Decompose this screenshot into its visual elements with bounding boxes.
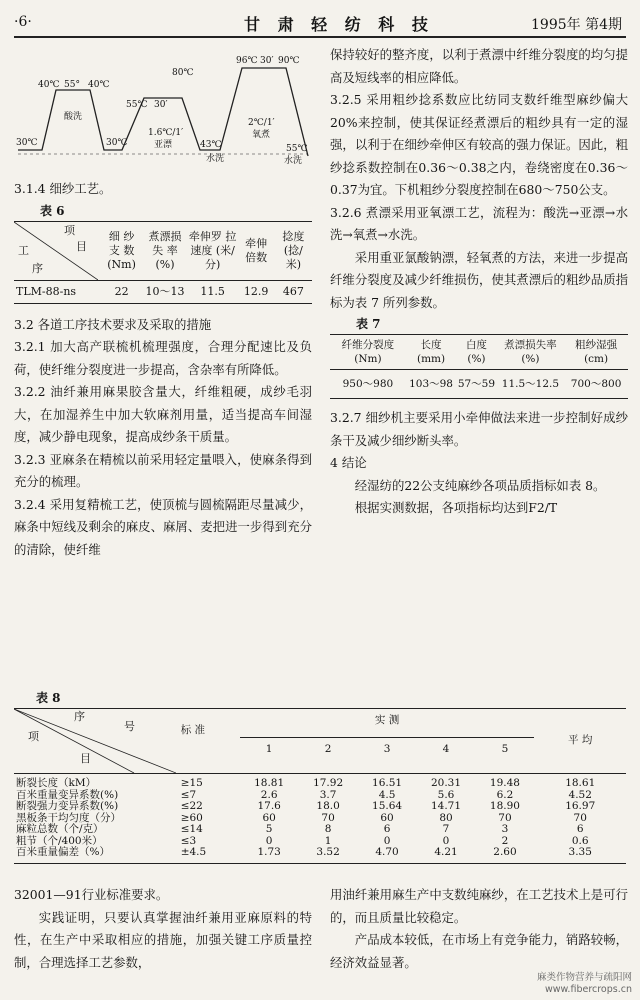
process-diagram xyxy=(14,44,312,176)
para-practice: 实践证明，只要认真掌握油纤兼用亚麻原料的特性，在生产中采取相应的措施，加强关键工序质量控制，合理选择工艺参数， xyxy=(14,909,312,970)
table7-col-split: 纤维分裂度 (Nm) xyxy=(330,335,406,370)
table8-col-standard: 标 准 xyxy=(179,709,240,774)
table8-row: 粗节（个/400米） ≤3 0 1 0 0 2 0.6 xyxy=(16,834,589,847)
label-oxy: 氧煮 xyxy=(252,130,271,140)
table6-col-loss: 煮漂损 失 率 (%) xyxy=(142,221,188,280)
label-30a: 30℃ xyxy=(16,138,38,148)
table8-measured-group: 实 测 1 2 3 4 5 xyxy=(240,709,535,774)
para-feasible: 用油纤兼用麻生产中支数纯麻纱，在工艺技术上是可行的，而且质量比较稳定。 xyxy=(330,887,628,925)
label-80: 80℃ xyxy=(172,68,194,78)
table8-row: 断裂长度（kM） ≥15 18.81 17.92 16.51 20.31 19.48 18.61 xyxy=(16,777,596,789)
page-header xyxy=(14,8,626,38)
label-acid: 酸洗 xyxy=(64,112,83,122)
label-55: 55° xyxy=(64,80,80,90)
table6-caption: 表 6 xyxy=(40,203,65,218)
label-43: 43℃ xyxy=(200,140,222,150)
table8-row: 麻粒总数（个/克） ≤14 5 8 6 7 3 6 xyxy=(16,823,584,835)
journal-title: 甘 肃 轻 纺 科 技 xyxy=(244,15,434,34)
para-3-2-6b: 采用重亚氯酸钠漂，轻氧煮的方法，来进一步提高纤维分裂度及减少纤维损伤，使其煮漂后的粗纱品质指标为表 7 所列参数。 xyxy=(330,249,628,310)
label-rate1: 1.6℃/1′ xyxy=(148,128,184,138)
para-3-2-4: 3.2.4 采用复精梳工艺，使顶梳与圆梳隔距尽量减少，麻条中短线及剩余的麻皮、麻屑、麦把进一步得到充分的清除，使纤维 xyxy=(14,496,312,557)
table8-row: 百米重量变异系数(%) ≤7 2.6 3.7 4.5 5.6 6.2 4.52 xyxy=(16,788,592,801)
table8-col-average: 平 均 xyxy=(534,709,626,774)
table8-row: 百米重量偏差（%） ±4.5 1.73 3.52 4.70 4.21 2.60 3.35 xyxy=(16,846,592,858)
table7-row: 950～980 103～98 57～59 11.5～12.5 700～800 xyxy=(342,378,622,390)
label-wash2: 水洗 xyxy=(284,156,303,166)
table8-block xyxy=(14,688,626,864)
table6-row: TLM-88-ns 22 10～13 11.5 12.9 467 xyxy=(16,284,304,298)
label-40b: 40℃ xyxy=(88,80,110,90)
label-55b: 55℃ xyxy=(126,100,148,110)
para-4a: 经湿纺的22公支纯麻纱各项品质指标如表 8。 xyxy=(354,477,606,493)
section-4: 4 结论 xyxy=(330,455,367,470)
para-3-2-7: 3.2.7 细纱机主要采用小牵伸做法来进一步控制好成纱条干及减少细纱断头率。 xyxy=(330,410,628,448)
bottom-left-text xyxy=(14,884,312,974)
section-3-1-4: 3.1.4 细纱工艺。 xyxy=(14,181,112,196)
table7-col-length: 长度 (mm) xyxy=(406,335,456,370)
table6-col-twist: 捻度 (捻/ 米) xyxy=(275,221,312,280)
para-continued: 保持较好的整齐度，以利于煮漂中纤维分裂度的均匀提高及短线率的相应降低。 xyxy=(330,47,628,85)
section-3-2: 3.2 各道工序技术要求及采取的措施 xyxy=(14,316,212,332)
para-standard: 32001—91行业标准要求。 xyxy=(14,887,169,902)
table7-col-wet: 粗纱湿强 (cm) xyxy=(564,335,628,370)
table7-col-loss: 煮漂损失率 (%) xyxy=(497,335,565,370)
label-90: 90℃ xyxy=(278,56,300,66)
table8-row: 黑板条干均匀度（分） ≥60 60 70 60 80 70 70 xyxy=(16,811,587,824)
label-30c: 30′ xyxy=(260,56,274,66)
table6-col-count: 细 纱 支 数 (Nm) xyxy=(101,221,142,280)
label-40a: 40℃ xyxy=(38,80,60,90)
table-7 xyxy=(330,334,628,399)
label-rate2: 2℃/1′ xyxy=(248,118,275,128)
table7-col-white: 白度 (%) xyxy=(456,335,496,370)
para-3-2-3: 3.2.3 亚麻条在精梳以前采用轻定量喂入，使麻条得到充分的梳理。 xyxy=(14,451,312,489)
page-number: ·6· xyxy=(14,14,32,30)
table8-caption: 表 8 xyxy=(36,691,61,705)
label-55c: 55℃ xyxy=(286,144,308,154)
table-8 xyxy=(14,708,626,864)
table8-row: 断裂强力变异系数(%) ≤22 17.6 18.0 15.64 14.71 18.90 16.97 xyxy=(16,800,596,812)
table-6 xyxy=(14,221,312,304)
para-3-2-5: 3.2.5 采用粗纱捻系数应比纺同支数纤维型麻纱偏大20%来控制，使其保证经煮漂后的粗纱具有一定的湿强，以利于在细纱牵伸区有较高的强力保证。因此，粗纱捻系数控制在0.36～0.38之内，卷绕密度在0.36～0.37为宜。下机粗纱分裂度控制在680～750公支。 xyxy=(330,92,628,197)
left-column xyxy=(14,44,312,561)
label-30min: 30′ xyxy=(154,100,168,110)
table6-col-draft: 牵伸 倍数 xyxy=(237,221,274,280)
label-96: 96℃ xyxy=(236,56,258,66)
right-column xyxy=(330,44,628,520)
table6-corner: 项 目 工 序 xyxy=(14,221,101,280)
table6-col-speed: 牵伸罗 拉速度 (米/分) xyxy=(188,221,238,280)
para-4b: 根据实测数据，各项指标均达到F2/T xyxy=(354,500,558,515)
label-30b: 30℃ xyxy=(106,138,128,148)
para-3-2-6: 3.2.6 煮漂采用亚氧漂工艺，流程为：酸洗→亚漂→水洗→氧煮→水洗。 xyxy=(330,204,628,242)
issue-label: 1995年 第4期 xyxy=(531,17,622,33)
para-cost: 产品成本较低，在市场上有竞争能力，销路较畅，经济效益显著。 xyxy=(330,932,628,970)
para-3-2-2: 3.2.2 油纤兼用麻果胶含量大，纤维粗硬，成纱毛羽大，在加湿养生中加大软麻剂用量，适当提高车间湿度，减少静电现象，提高成纱条干质量。 xyxy=(14,384,312,444)
label-wash1: 水洗 xyxy=(206,154,225,164)
para-3-2-1: 3.2.1 加大高产联梳机梳理强度，合理分配速比及负荷，使纤维分裂度进一步提高，含杂率有所降低。 xyxy=(14,339,312,377)
table7-caption: 表 7 xyxy=(356,317,381,331)
watermark: 麻类作物营养与疏阳网 www.fibercrops.cn xyxy=(536,972,632,995)
bottom-right-text xyxy=(330,884,628,974)
label-bleach: 亚漂 xyxy=(154,140,173,150)
table8-corner: 序 号 项 目 xyxy=(14,709,179,774)
